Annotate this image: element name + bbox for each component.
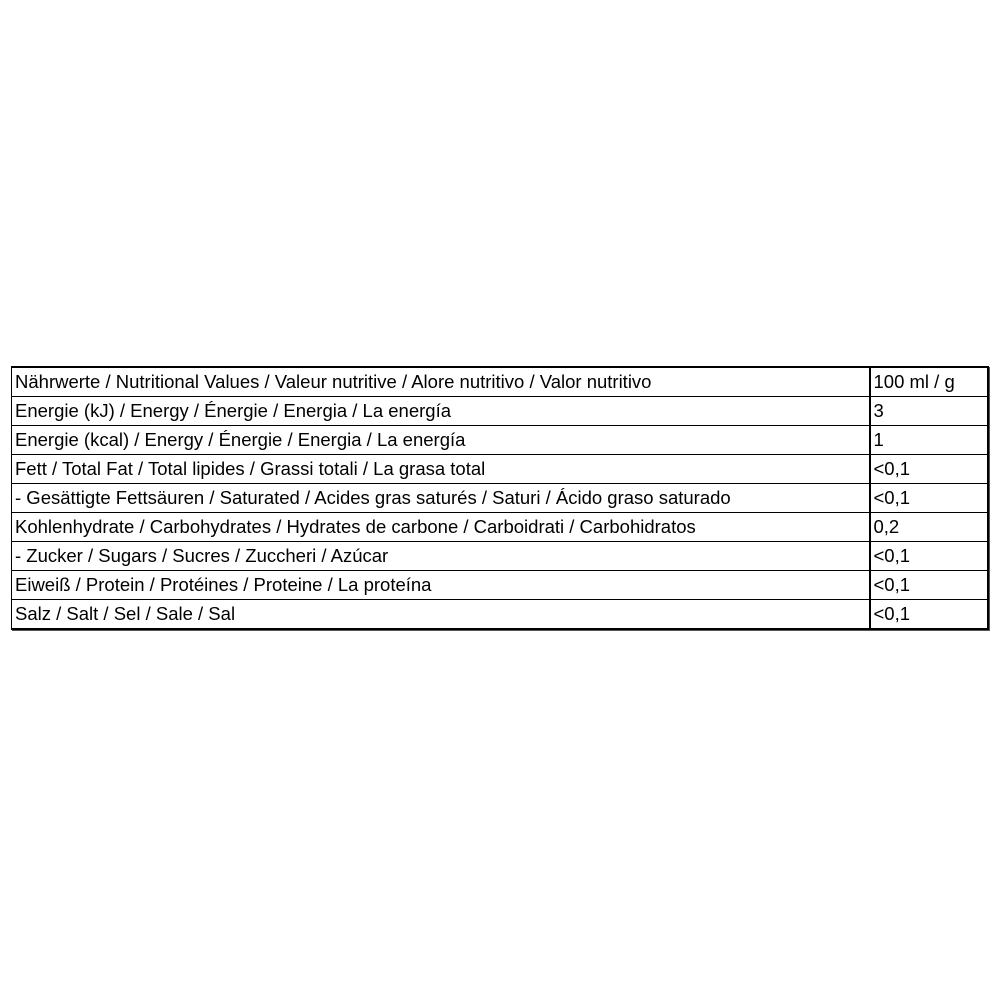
nutrient-label: Eiweiß / Protein / Protéines / Proteine / La proteína [12, 571, 870, 600]
nutrient-label: - Zucker / Sugars / Sucres / Zuccheri / Azúcar [12, 542, 870, 571]
table-row [12, 484, 988, 513]
table-row [12, 600, 988, 630]
nutrient-label: Energie (kcal) / Energy / Énergie / Energia / La energía [12, 426, 870, 455]
nutrient-label: Nährwerte / Nutritional Values / Valeur nutritive / Alore nutritivo / Valor nutritivo [12, 367, 870, 397]
nutrient-value: <0,1 [870, 484, 988, 513]
nutrient-value: 0,2 [870, 513, 988, 542]
nutrient-value: <0,1 [870, 571, 988, 600]
nutrient-label: Kohlenhydrate / Carbohydrates / Hydrates de carbone / Carboidrati / Carbohidratos [12, 513, 870, 542]
table-row-header [12, 367, 988, 397]
nutrient-label: Salz / Salt / Sel / Sale / Sal [15, 603, 236, 624]
nutrient-label: Energie (kJ) / Energy / Énergie / Energia / La energía [12, 397, 870, 426]
table-row [12, 571, 988, 600]
nutrient-label: Fett / Total Fat / Total lipides / Grassi totali / La grasa total [12, 455, 870, 484]
table-row [12, 542, 988, 571]
nutrient-value: <0,1 [870, 542, 988, 571]
table-row [12, 426, 988, 455]
nutrient-value: 1 [870, 426, 988, 455]
nutrient-value: <0,1 [870, 600, 988, 630]
table-row [12, 455, 988, 484]
table-row [12, 513, 988, 542]
nutrient-value: 100 ml / g [870, 367, 988, 397]
table-row [12, 397, 988, 426]
nutrition-table [11, 366, 989, 630]
nutrient-value: 3 [870, 397, 988, 426]
nutrient-label: - Gesättigte Fettsäuren / Saturated / Acides gras saturés / Saturi / Ácido graso saturado [12, 484, 870, 513]
nutrient-value: <0,1 [870, 455, 988, 484]
